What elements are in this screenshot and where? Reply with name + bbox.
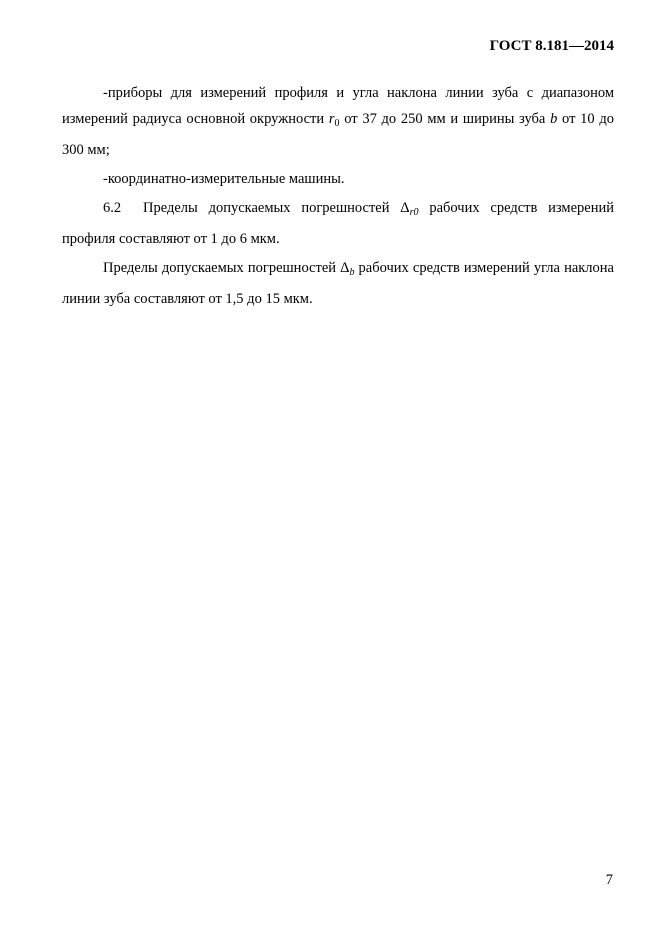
page-number: 7 [605,872,613,888]
paragraph-text: Пределы допускаемых погрешностей [103,260,341,276]
paragraph-text: -координатно-измерительные машины. [103,171,345,187]
paragraph-tooth-line-angle [62,255,614,312]
symbol-b: b [550,111,558,127]
section-number: 6.2 [103,200,122,216]
symbol-delta: Δ [340,260,350,276]
paragraph-text: -приборы для измерений профиля и угла наклона линии зуба с диапазоном измерений радиуса основной окружности [62,85,614,127]
paragraph-text: Пределы допускаемых погрешностей [143,200,401,216]
symbol-delta-subscript: r0 [409,207,419,218]
paragraph-instruments-profile [62,80,614,163]
paragraph-coordinate-machines [62,166,614,192]
paragraph-text: рабочих средств измерений угла наклона линии зуба составляют от 1,5 до 15 мкм. [62,260,614,307]
symbol-r: r [328,111,335,127]
symbol-delta: Δ [400,200,410,216]
paragraph-text: от 10 до 300 мм; [62,111,614,158]
paragraph-text: от 37 до 250 мм и ширины зуба [339,111,551,127]
document-body [62,80,614,315]
symbol-delta-subscript: b [349,267,355,278]
document-code-header: ГОСТ 8.181—2014 [489,38,614,54]
symbol-r-subscript: 0 [334,118,340,129]
paragraph-6-2 [62,195,614,252]
paragraph-text: рабочих средств измерений профиля составляют от 1 до 6 мкм. [62,200,615,247]
